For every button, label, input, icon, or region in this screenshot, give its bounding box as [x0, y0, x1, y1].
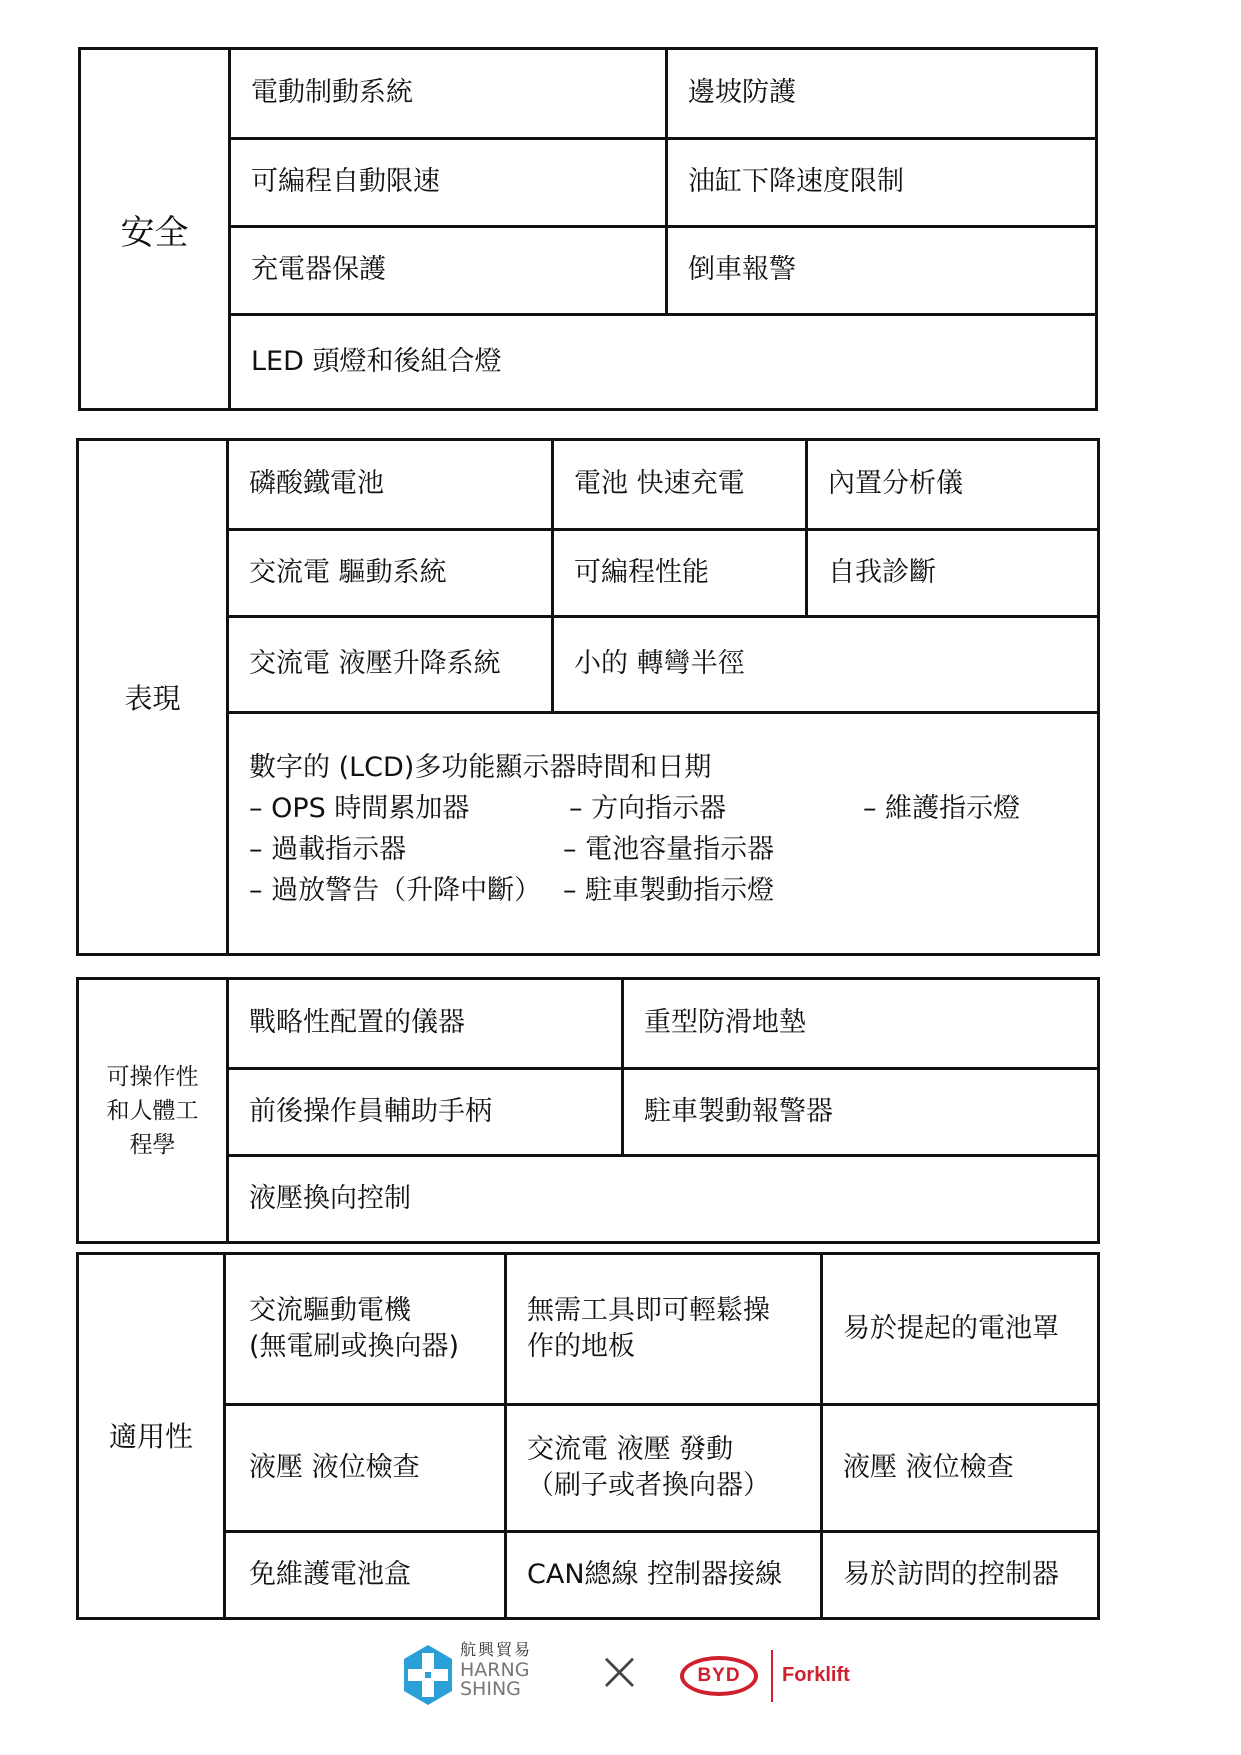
performance-category	[79, 441, 229, 953]
logo-divider	[771, 1650, 773, 1702]
performance-cell: 內置分析儀	[828, 468, 963, 500]
operability-cell: 重型防滑地墊	[644, 1007, 806, 1039]
performance-table	[76, 438, 1100, 956]
display-item: – 電池容量指示器	[563, 834, 775, 865]
applicability-category	[79, 1255, 226, 1617]
operability-category	[79, 980, 229, 1241]
applicability-cell: 無需工具即可輕鬆操 作的地板	[527, 1294, 770, 1362]
harng-shing-en-1: HARNG	[460, 1659, 530, 1681]
footer-logos	[400, 1640, 880, 1730]
performance-cell: 可編程性能	[574, 556, 709, 588]
harng-shing-cn: 航興貿易	[460, 1640, 533, 1659]
performance-cell: 電池 快速充電	[574, 468, 745, 500]
cross-separator: ×	[596, 1639, 643, 1704]
operability-table	[76, 977, 1100, 1244]
performance-cell: 磷酸鐵電池	[249, 468, 384, 500]
display-item: – 方向指示器	[569, 793, 727, 824]
display-item: – 駐車製動指示燈	[563, 875, 775, 906]
operability-category-line: 程學	[129, 1131, 176, 1158]
display-title: 數字的 (LCD)多功能顯示器時間和日期	[249, 752, 712, 783]
operability-cell: 液壓換向控制	[249, 1182, 411, 1214]
applicability-cell: 液壓 液位檢查	[249, 1451, 420, 1483]
operability-category-line: 和人體工	[106, 1097, 199, 1124]
byd-logo-icon	[680, 1656, 758, 1696]
safety-cell: 可編程自動限速	[251, 166, 440, 198]
applicability-cell: 交流電 液壓 發動 （刷子或者換向器）	[527, 1433, 770, 1501]
applicability-category-label: 適用性	[108, 1420, 193, 1453]
operability-cell: 駐車製動報警器	[644, 1095, 833, 1127]
applicability-cell: 免維護電池盒	[249, 1558, 411, 1590]
display-item: – 過放警告（升降中斷）	[249, 875, 542, 906]
operability-cell: 前後操作員輔助手柄	[249, 1095, 492, 1127]
safety-cell: LED 頭燈和後組合燈	[251, 345, 502, 377]
performance-category-label: 表現	[124, 682, 181, 715]
forklift-label: Forklift	[782, 1664, 850, 1686]
applicability-cell: 交流驅動電機 (無電刷或換向器)	[249, 1294, 460, 1362]
safety-table	[78, 47, 1098, 411]
safety-cell: 充電器保護	[251, 254, 386, 286]
performance-cell: 自我診斷	[828, 556, 936, 588]
applicability-cell: 液壓 液位檢查	[843, 1451, 1014, 1483]
safety-category-label: 安全	[120, 212, 189, 253]
applicability-table	[76, 1252, 1100, 1620]
applicability-cell: 易於提起的電池罩	[843, 1312, 1059, 1344]
safety-cell: 電動制動系統	[251, 77, 413, 109]
applicability-cell: CAN總線 控制器接線	[527, 1558, 783, 1590]
performance-cell: 交流電 液壓升降系統	[249, 648, 501, 680]
harng-shing-logo-icon	[400, 1645, 456, 1705]
safety-category	[81, 50, 231, 408]
operability-cell: 戰略性配置的儀器	[249, 1007, 465, 1039]
display-item: – 維護指示燈	[863, 793, 1021, 824]
operability-category-line: 可操作性	[106, 1063, 199, 1090]
display-item: – OPS 時間累加器	[249, 793, 470, 824]
harng-shing-en-2: SHING	[460, 1678, 521, 1700]
applicability-cell: 易於訪問的控制器	[843, 1558, 1059, 1590]
performance-cell: 交流電 驅動系統	[249, 556, 447, 588]
display-item: – 過載指示器	[249, 834, 407, 865]
performance-cell: 小的 轉彎半徑	[574, 648, 745, 680]
safety-cell: 邊坡防護	[688, 77, 796, 109]
safety-cell: 油缸下降速度限制	[688, 166, 904, 198]
byd-logo-text: BYD	[697, 1665, 741, 1686]
safety-cell: 倒車報警	[688, 254, 796, 286]
